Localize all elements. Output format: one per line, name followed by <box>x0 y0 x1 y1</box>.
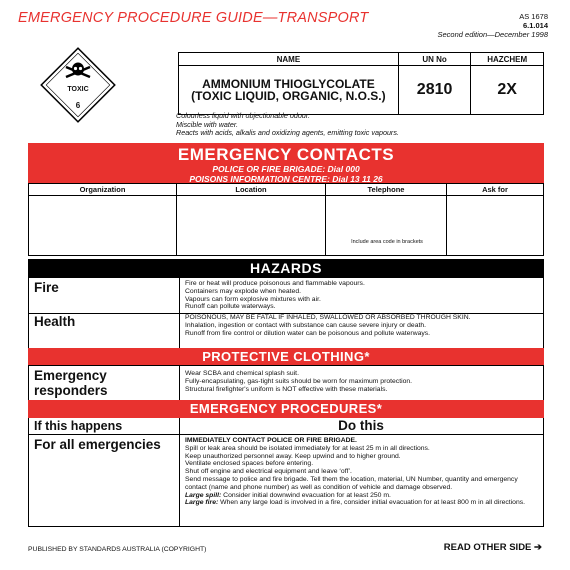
class-number: 6 <box>75 101 81 110</box>
protective-clothing-header: PROTECTIVE CLOTHING* <box>28 348 544 365</box>
police-line: POLICE OR FIRE BRIGADE: Dial 000 <box>212 164 360 174</box>
fire-line: Containers may explode when heated. <box>185 287 301 295</box>
col-ask-for: Ask for <box>447 184 543 196</box>
fire-line: Vapours can form explosive mixtures with air. <box>185 295 321 303</box>
procedure-line: Shut off engine and electrical equipment and leave ‘off’. <box>185 468 352 476</box>
large-spill-label: Large spill: <box>185 491 222 499</box>
health-line: POISONOUS, MAY BE FATAL IF INHALED, SWALLOWED OR ABSORBED THROUGH SKIN. <box>185 314 471 321</box>
responders-line: Wear SCBA and chemical splash suit. <box>185 370 299 377</box>
all-emergencies-row <box>28 434 544 527</box>
procedure-line: Spill or leak area should be isolated immediately for at least 25 m in all directions. <box>185 444 430 452</box>
toxic-diamond-icon <box>38 45 118 125</box>
un-number: 2810 <box>398 66 471 115</box>
health-text <box>185 314 537 337</box>
if-this-happens-label: If this happens <box>34 419 123 433</box>
un-header: UN No <box>398 53 471 66</box>
responders-row <box>28 365 544 402</box>
description-line: Reacts with acids, alkalis and oxidizing agents, emitting toxic vapours. <box>176 128 399 138</box>
health-row <box>28 312 544 349</box>
description-line: Miscible with water. <box>176 119 239 129</box>
toxic-class-label <box>38 45 118 125</box>
large-spill-line <box>185 492 537 500</box>
col-location: Location <box>177 184 325 196</box>
fire-label: Fire <box>34 280 59 295</box>
publisher-text: PUBLISHED BY STANDARDS AUSTRALIA (COPYRIGHT) <box>28 546 207 553</box>
do-this-label: Do this <box>338 418 384 433</box>
grid-divider <box>176 184 177 255</box>
hazchem-code: 2X <box>471 66 544 115</box>
hazchem-header: HAZCHEM <box>471 53 544 66</box>
procedure-text <box>185 437 537 507</box>
procedure-columns-header <box>28 418 544 435</box>
fire-line: Runoff can pollute waterways. <box>185 303 276 311</box>
large-fire-text: When any large load is involved in a fire, consider initial evacuation for at least 800 m in all directions. <box>218 499 526 507</box>
row-divider <box>179 366 180 401</box>
poisons-line: POISONS INFORMATION CENTRE: Dial 13 11 26 <box>189 173 383 184</box>
col-organization: Organization <box>29 184 176 196</box>
fire-row <box>28 277 544 314</box>
row-divider <box>179 434 180 526</box>
procedure-line: Send message to police and fire brigade. Tell them the location, material, UN Number, quantity and emergency contact (name and phone number) as well as condition of vehicle and damage observed. <box>185 475 518 491</box>
read-other-side: READ OTHER SIDE ➔ <box>443 542 542 553</box>
grid-divider <box>446 184 447 255</box>
emergency-procedures-header: EMERGENCY PROCEDURES* <box>28 400 544 418</box>
contacts-grid <box>28 183 544 256</box>
hazards-header: HAZARDS <box>28 259 544 277</box>
all-emergencies-label: For all emergencies <box>34 437 161 452</box>
responders-line: Structural firefighter's uniform is NOT effective with these materials. <box>185 385 388 393</box>
name-header: NAME <box>179 53 399 66</box>
grid-divider <box>325 184 326 255</box>
emergency-contacts-header <box>28 143 544 183</box>
edition-text: Second edition—December 1998 <box>437 30 548 39</box>
procedure-line: Keep unauthorized personnel away. Keep upwind and to higher ground. <box>185 452 401 460</box>
col-telephone: Telephone <box>326 184 446 196</box>
fire-text <box>185 280 365 311</box>
fire-line: Fire or heat will produce poisonous and flammable vapours. <box>185 280 365 287</box>
health-line: Inhalation, ingestion or contact with substance can cause severe injury or death. <box>185 321 427 329</box>
emergency-contacts-title: EMERGENCY CONTACTS <box>177 145 395 164</box>
description-line: Colourless liquid with objectionable odour. <box>176 111 310 120</box>
row-divider <box>179 278 180 313</box>
standard-info <box>438 12 549 39</box>
procedure-line: Ventilate enclosed spaces before entering. <box>185 460 314 468</box>
product-description <box>176 112 399 138</box>
health-label: Health <box>34 314 76 329</box>
product-name: AMMONIUM THIOGLYCOLATE (TOXIC LIQUID, ORGANIC, N.O.S.) <box>179 66 399 115</box>
toxic-text: TOXIC <box>67 86 89 93</box>
product-identification-table <box>178 52 544 115</box>
standard-number: AS 1678 <box>519 12 548 21</box>
guide-number: 6.1.014 <box>522 21 548 30</box>
procedure-lead: IMMEDIATELY CONTACT POLICE OR FIRE BRIGADE. <box>185 437 357 444</box>
row-divider <box>179 312 180 348</box>
large-fire-label: Large fire: <box>185 499 219 507</box>
responders-label: Emergency responders <box>34 368 108 398</box>
large-spill-text: Consider initial downwind evacuation for at least 250 m. <box>221 491 391 499</box>
responders-line: Fully-encapsulating, gas-tight suits should be worn for maximum protection. <box>185 377 413 385</box>
document-title: EMERGENCY PROCEDURE GUIDE—TRANSPORT <box>18 10 369 26</box>
health-line: Runoff from fire control or dilution water can be poisonous and pollute waterways. <box>185 329 431 337</box>
responders-text <box>185 370 412 393</box>
large-fire-line <box>185 499 537 507</box>
area-code-note: Include area code in brackets <box>351 239 423 245</box>
